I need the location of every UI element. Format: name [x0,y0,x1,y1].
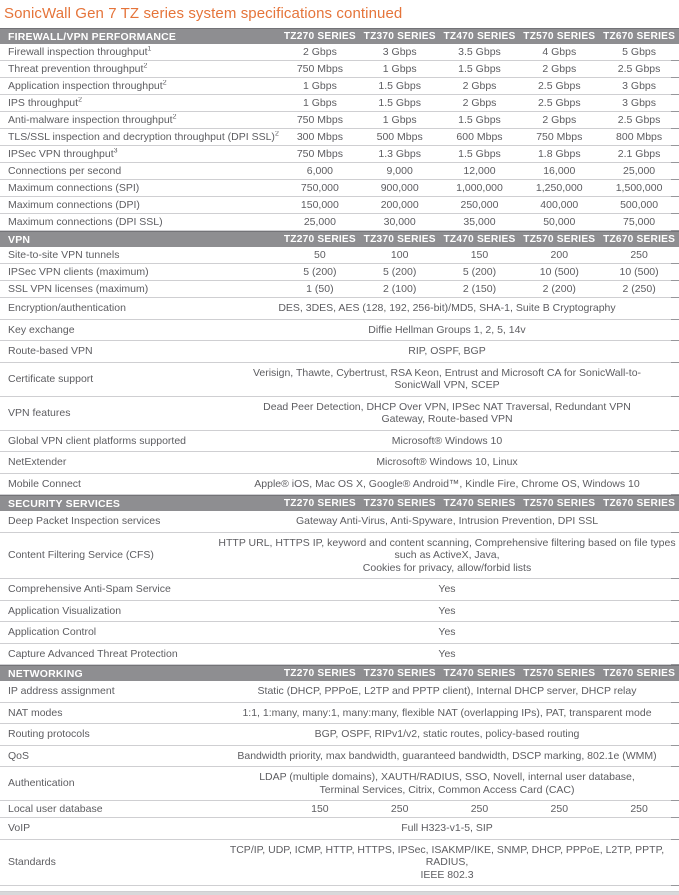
section-header-vpn [0,231,679,247]
table-row [0,163,679,180]
column-header: TZ670 SERIES [603,234,676,245]
row-label: Local user database [8,802,103,815]
cell-value: 1,000,000 [456,181,503,194]
row-span-value [215,324,679,337]
value-line: Cookies for privacy, allow/forbid lists [362,561,532,574]
cell-value: 25,000 [623,164,656,177]
column-header: TZ270 SERIES [283,31,356,42]
row-label: TLS/SSL inspection and decryption throughput (DPI SSL)$^2$ [8,130,279,143]
row-span-value [215,435,679,448]
cell-value: 2 Gbps [542,113,577,126]
value-line: Gateway Anti-Virus, Anti-Spyware, Intrusion Prevention, DPI SSL [295,515,599,527]
value-line: Yes [438,626,456,638]
value-line: Diffie Hellman Groups 1, 2, 5, 14v [368,323,526,336]
row-span-value [215,626,679,639]
value-line: Yes [438,647,456,660]
row-label: Authentication [8,777,75,790]
table-row [0,363,679,397]
table-row [0,622,679,644]
value-line: Microsoft® Windows 10 [391,434,503,447]
value-line: Dead Peer Detection, DHCP Over VPN, IPSec NAT Traversal, Redundant VPN [263,400,631,413]
value-line: Bandwidth priority, max bandwidth, guaranteed bandwidth, DSCP marking, 802.1e (WMM) [237,749,657,762]
value-line: Static (DHCP, PPPoE, L2TP and PPTP client), Internal DHCP server, DHCP relay [257,685,637,697]
table-row [0,724,679,746]
table-row [0,112,679,129]
column-header: TZ470 SERIES [443,31,516,42]
row-label: NAT modes [8,706,63,719]
table-row [0,298,679,320]
cell-value: 1 Gbps [382,113,417,126]
column-header: TZ570 SERIES [523,498,596,509]
cell-value: 250 [470,802,489,815]
cell-value: 800 Mbps [616,130,663,143]
value-line: TCP/IP, UDP, ICMP, HTTP, HTTPS, IPSec, ISAKMP/IKE, SNMP, DHCP, PPPoE, L2TP, PPTP, RADIUS, [229,843,665,868]
cell-value: 2.5 Gbps [617,113,661,126]
column-header: TZ370 SERIES [363,31,436,42]
cell-value: 3 Gbps [382,45,417,58]
footnote-marker: 2 [143,62,148,69]
cell-value: 2 Gbps [462,96,497,109]
cell-value: 2 Gbps [302,45,337,58]
cell-value: 200,000 [380,198,419,211]
value-line: HTTP URL, HTTPS IP, keyword and content scanning, Comprehensive filtering based on file types [218,536,676,549]
table-row [0,180,679,197]
row-span-value [215,537,679,575]
cell-value: 2.5 Gbps [537,96,581,109]
row-span-value [215,685,679,698]
value-line: Yes [438,604,456,617]
cell-value: 1.5 Gbps [378,79,421,92]
value-line: Terminal Services, Citrix, Common Access Card (CAC) [319,783,575,796]
table-row [0,579,679,601]
table-row [0,281,679,298]
cell-value: 12,000 [463,164,496,177]
cell-value: 2 Gbps [462,79,497,92]
row-span-value [215,515,679,528]
table-row [0,44,679,61]
row-label: Threat prevention throughput$^2$ [8,62,148,75]
cell-value: 5 (200) [462,265,497,278]
row-label: IP address assignment [8,685,115,697]
value-line: RIP, OSPF, BGP [408,345,486,357]
value-line: BGP, OSPF, RIPv1/v2, static routes, policy-based routing [314,728,580,740]
value-line: Yes [438,583,456,595]
footnote-marker: 2 [162,79,167,86]
table-row [0,247,679,264]
row-label: Maximum connections (DPI) [8,198,140,211]
cell-value: 2.1 Gbps [617,147,661,160]
row-span-value [215,456,679,469]
cell-value: 10 (500) [539,265,579,278]
cell-value: 5 Gbps [622,45,657,58]
cell-value: 150,000 [300,198,339,211]
cell-value: 1.5 Gbps [458,147,501,160]
table-row [0,61,679,78]
table-row [0,129,679,146]
footnote-marker: 2 [172,113,177,120]
row-label: IPSec VPN throughput$^3$ [8,147,118,160]
row-span-value [215,844,679,882]
cell-value: 2 (150) [462,282,497,295]
row-label: Application Control [8,626,97,638]
row-label: Comprehensive Anti-Spam Service [8,583,171,595]
table-row [0,511,679,533]
cell-value: 5 (200) [383,265,417,278]
cell-value: 1.5 Gbps [458,62,501,75]
table-row [0,146,679,163]
column-header: TZ670 SERIES [603,668,676,679]
row-span-value [215,648,679,661]
cell-value: 1.8 Gbps [537,147,581,160]
page-title: SonicWall Gen 7 TZ series system specifications continued [4,5,403,22]
column-header: TZ270 SERIES [283,498,356,509]
value-line: Full H323-v1-5, SIP [401,822,493,834]
cell-value: 30,000 [383,215,416,228]
cell-value: 50 [314,248,326,261]
cell-value: 16,000 [543,164,576,177]
table-row [0,818,679,840]
cell-value: 100 [390,248,409,261]
column-header: TZ670 SERIES [603,498,676,509]
cell-value: 5 (200) [303,265,337,278]
footnote-marker: 2 [78,96,82,103]
cell-value: 150 [311,802,329,815]
cell-value: 200 [550,248,569,261]
row-span-value [215,707,679,720]
cell-value: 2 Gbps [542,62,577,75]
row-span-value [215,583,679,596]
table-row [0,681,679,703]
row-label: VPN features [8,406,71,419]
cell-value: 250 [550,802,569,815]
cell-value: 500 Mbps [376,130,423,143]
table-row [0,601,679,623]
table-row [0,78,679,95]
cell-value: 750 Mbps [296,113,343,126]
column-header: TZ470 SERIES [443,668,516,679]
cell-value: 25,000 [303,215,336,228]
row-label: Application Visualization [8,604,122,617]
cell-value: 3 Gbps [622,79,657,92]
table-row [0,214,679,231]
table-row [0,533,679,580]
cell-value: 4 Gbps [542,45,577,58]
table-row [0,767,679,801]
value-line: Apple® iOS, Mac OS X, Google® Android™, Kindle Fire, Chrome OS, Windows 10 [254,477,640,490]
cell-value: 1.5 Gbps [378,96,421,109]
row-label: IPSec VPN clients (maximum) [8,265,149,278]
column-header: TZ570 SERIES [523,31,596,42]
cell-value: 250 [630,802,648,815]
cell-value: 3.5 Gbps [458,45,501,58]
row-span-value [215,750,679,763]
table-row [0,264,679,281]
row-label: Capture Advanced Threat Protection [8,647,178,660]
cell-value: 1 (50) [306,282,334,295]
cell-value: 6,000 [306,164,334,177]
section-header-firewall-vpn-performance [0,28,679,44]
value-line: Gateway, Route-based VPN [381,413,513,425]
column-header: TZ570 SERIES [523,234,596,245]
cell-value: 150 [470,248,489,261]
cell-value: 1 Gbps [382,62,417,75]
cell-value: 300 Mbps [296,130,343,143]
cell-value: 2.5 Gbps [617,62,661,75]
footnote-marker: 3 [113,147,118,154]
row-span-value [215,478,679,491]
spec-table [0,28,679,886]
section-header-networking [0,665,679,681]
table-row [0,397,679,431]
section-header-security-services [0,495,679,511]
column-header: TZ270 SERIES [283,668,356,679]
cell-value: 9,000 [386,164,413,177]
row-span-value [215,605,679,618]
cell-value: 600 Mbps [456,130,503,143]
row-label: SSL VPN licenses (maximum) [8,282,149,295]
cell-value: 1.5 Gbps [458,113,501,126]
section-title: VPN [8,233,31,246]
cell-value: 2 (200) [542,282,576,295]
table-row [0,746,679,768]
row-span-value [215,345,679,358]
cell-value: 2.5 Gbps [537,79,581,92]
table-row [0,840,679,887]
cell-value: 3 Gbps [622,96,657,109]
table-row [0,197,679,214]
cell-value: 1 Gbps [302,96,337,109]
column-header: TZ570 SERIES [523,668,596,679]
cell-value: 250 [630,248,648,261]
row-span-value [215,367,679,392]
cell-value: 750 Mbps [296,62,343,75]
cell-value: 50,000 [543,215,576,228]
row-label: Application inspection throughput$^2$ [8,79,167,92]
row-label: Encryption/authentication [8,302,126,314]
footnote-marker: 2 [274,130,279,137]
table-row [0,474,679,496]
table-row [0,431,679,453]
row-label: VoIP [8,822,31,834]
cell-value: 1,250,000 [535,181,583,194]
cell-value: 500,000 [620,198,659,211]
table-row [0,452,679,474]
bottom-divider [0,891,679,895]
row-span-value [215,771,679,796]
table-row [0,801,679,818]
section-title: NETWORKING [8,667,83,680]
row-span-value [215,822,679,835]
row-label: Mobile Connect [8,477,81,490]
row-label: NetExtender [8,456,67,468]
section-title: SECURITY SERVICES [8,497,121,510]
row-label: Content Filtering Service (CFS) [8,549,154,561]
row-label: Maximum connections (DPI SSL) [8,215,163,228]
row-span-value [215,302,679,315]
cell-value: 250,000 [460,198,499,211]
row-label: Global VPN client platforms supported [8,434,187,447]
cell-value: 75,000 [623,215,656,228]
cell-value: 1.3 Gbps [378,147,421,160]
value-line: Microsoft® Windows 10, Linux [376,456,518,468]
row-label: Connections per second [8,164,122,177]
column-header: TZ370 SERIES [363,498,436,509]
cell-value: 250 [390,802,409,815]
row-label: Key exchange [8,323,75,336]
row-label: Standards [8,856,56,868]
value-line: SonicWall VPN, SCEP [394,379,500,391]
section-title: FIREWALL/VPN PERFORMANCE [8,30,177,43]
row-label: Route-based VPN [8,345,93,357]
table-row [0,341,679,363]
column-header: TZ270 SERIES [283,234,356,245]
table-row [0,703,679,725]
row-label: Maximum connections (SPI) [8,181,140,194]
row-label: Firewall inspection throughput$^1$ [8,45,152,58]
row-label: Routing protocols [8,728,90,740]
column-header: TZ470 SERIES [443,234,516,245]
row-span-value [215,401,679,426]
footnote-marker: 1 [147,45,152,52]
table-row [0,320,679,342]
cell-value: 2 (100) [383,282,417,295]
cell-value: 1 Gbps [302,79,337,92]
column-header: TZ370 SERIES [363,668,436,679]
cell-value: 900,000 [380,181,419,194]
row-label: Anti-malware inspection throughput$^2$ [8,113,177,126]
cell-value: 2 (250) [622,282,656,295]
row-label: Deep Packet Inspection services [8,515,161,527]
row-label: Site-to-site VPN tunnels [8,248,120,261]
cell-value: 750 Mbps [296,147,343,160]
cell-value: 1,500,000 [615,181,663,194]
value-line: Verisign, Thawte, Cybertrust, RSA Keon, Entrust and Microsoft CA for SonicWall-to- [252,366,642,379]
cell-value: 750 Mbps [536,130,583,143]
value-line: such as ActiveX, Java, [394,549,500,561]
table-row [0,95,679,112]
column-header: TZ470 SERIES [443,498,516,509]
cell-value: 750,000 [300,181,339,194]
cell-value: 35,000 [463,215,496,228]
value-line: LDAP (multiple domains), XAUTH/RADIUS, SSO, Novell, internal user database, [259,771,635,783]
row-label: QoS [8,749,30,762]
value-line: 1:1, 1:many, many:1, many:many, flexible NAT (overlapping IPs), PAT, transparent mode [242,706,652,719]
value-line: IEEE 802.3 [420,868,474,881]
cell-value: 400,000 [540,198,579,211]
row-label: Certificate support [8,372,94,385]
value-line: DES, 3DES, AES (128, 192, 256-bit)/MD5, SHA-1, Suite B Cryptography [278,302,616,314]
column-header: TZ670 SERIES [603,31,676,42]
row-label: IPS throughput$^2$ [8,96,82,109]
cell-value: 10 (500) [619,265,659,278]
column-header: TZ370 SERIES [363,234,436,245]
table-row [0,644,679,666]
row-span-value [215,728,679,741]
